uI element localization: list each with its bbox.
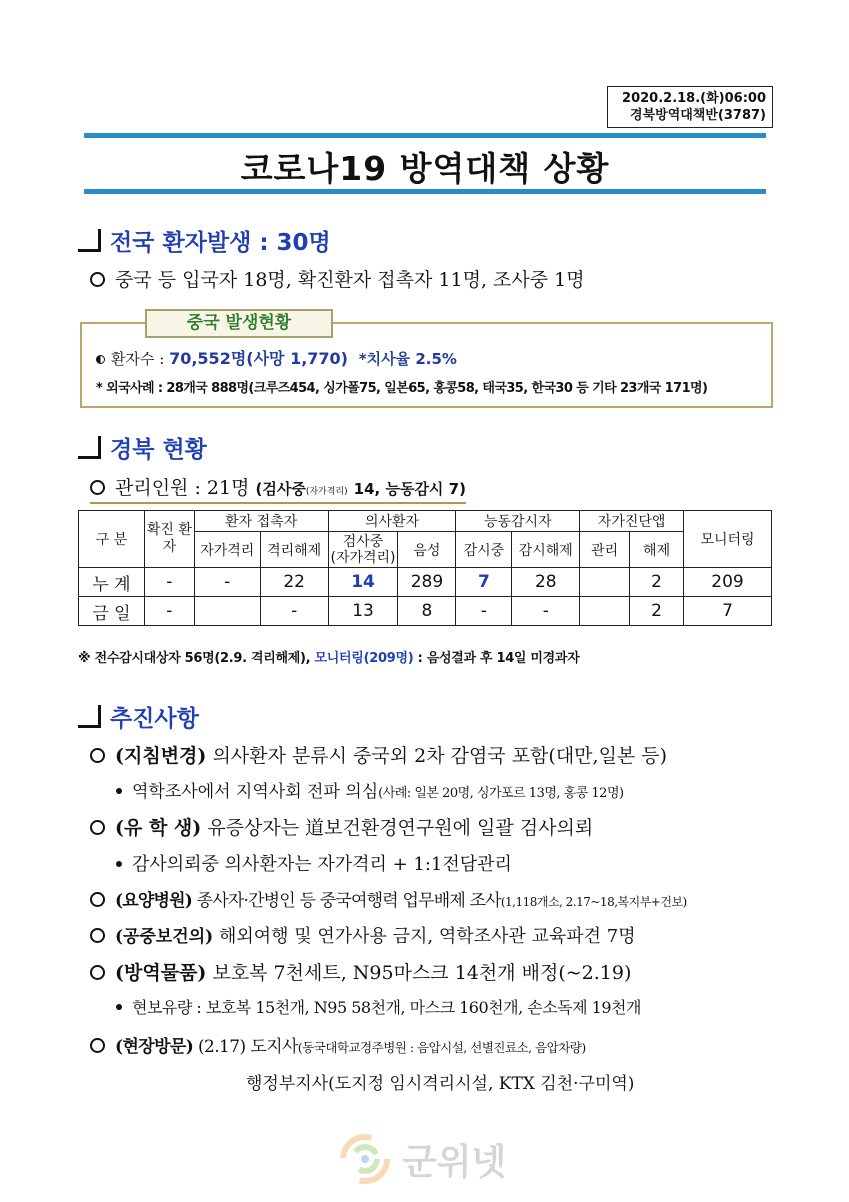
- report-org: 경북방역대책반(3787): [630, 108, 766, 123]
- header-suspect: 의사환자: [328, 511, 456, 532]
- section-marker-icon: [78, 705, 101, 728]
- date-box: [607, 86, 773, 128]
- header-monitoring: 모니터링: [684, 511, 772, 568]
- action-item-students: (유 학 생) 유증상자는 道보건환경연구원에 일괄 검사의뢰: [90, 813, 593, 840]
- action-subitem-epidemiology: 역학조사에서 지역사회 전파 의심(사례: 일본 20명, 싱가포르 13명, 홍콩 12명): [116, 777, 624, 802]
- header-active: 능동감시자: [456, 511, 580, 532]
- half-circle-bullet-icon: [96, 355, 105, 364]
- china-foreign-line: * 외국사례 : 28개국 888명(크루즈454, 싱가폴75, 일본65, 홍콩58, 태국35, 한국30 등 기타 23개국 171명): [96, 381, 708, 396]
- china-status-label: 중국 발생현황: [145, 309, 333, 338]
- header-contact-self: 자가격리: [194, 532, 260, 568]
- table-footnote: ※ 전수감시대상자 56명(2.9. 격리해제), 모니터링(209명) : 음성결과 후 14일 미경과자: [78, 651, 580, 666]
- header-app-release: 해제: [630, 532, 684, 568]
- action-subitem-stock: 현보유량 : 보호복 15천개, N95 58천개, 마스크 160천개, 손소독제 19천개: [116, 995, 641, 1018]
- top-rule: [84, 133, 766, 138]
- circle-bullet-icon: [90, 272, 105, 287]
- managed-line: 관리인원 : 21명 (검사중(자가격리) 14, 능동감시 7): [90, 473, 466, 504]
- national-line: 중국 등 입국자 18명, 확진환자 접촉자 11명, 조사중 1명: [90, 265, 585, 292]
- table-row: 금 일 - - 13 8 - - 2 7: [79, 597, 772, 626]
- status-table: [78, 510, 772, 626]
- watermark: [336, 1130, 506, 1188]
- header-contact-release: 격리해제: [260, 532, 328, 568]
- header-contact: 환자 접촉자: [194, 511, 328, 532]
- header-app: 자가진단앱: [580, 511, 684, 532]
- section-national-heading: 전국 환자발생 : 30명: [78, 224, 331, 257]
- china-patients-line: 환자수 : 70,552명(사망 1,770) *치사율 2.5%: [96, 346, 457, 369]
- circle-bullet-icon: [90, 1038, 105, 1053]
- action-item-visit-continued: 행정부지사(도지정 임시격리시설, KTX 김천·구미역): [246, 1074, 635, 1094]
- dot-bullet-icon: [116, 788, 122, 794]
- watermark-logo-icon: [336, 1130, 394, 1188]
- report-date: 2020.2.18.(화)06:00: [622, 91, 766, 106]
- table-row: 누 계 - - 22 14 289 7 28 2 209: [79, 568, 772, 597]
- circle-bullet-icon: [90, 748, 105, 763]
- header-active-monitoring: 감시중: [456, 532, 512, 568]
- header-confirmed: 확진 환자: [144, 511, 194, 568]
- action-item-supplies: (방역물품) 보호복 7천세트, N95마스크 14천개 배정(~2.19): [90, 958, 631, 985]
- bottom-rule: [84, 189, 766, 194]
- header-app-manage: 관리: [580, 532, 630, 568]
- section-gyeongbuk-heading: 경북 현황: [78, 431, 207, 464]
- circle-bullet-icon: [90, 820, 105, 835]
- header-suspect-negative: 음성: [398, 532, 456, 568]
- circle-bullet-icon: [90, 892, 105, 907]
- header-suspect-testing: 검사중 (자가격리): [328, 532, 398, 568]
- section-actions-heading: 추진사항: [78, 700, 199, 733]
- action-item-visit: (현장방문) (2.17) 도지사(동국대학교경주병원 : 음압시설, 선별진료소, 음압차량): [90, 1032, 586, 1057]
- page-title: 코로나19 방역대책 상황: [240, 149, 610, 188]
- action-item-guideline: (지침변경) 의사환자 분류시 중국외 2차 감염국 포함(대만,일본 등): [90, 741, 667, 768]
- header-active-release: 감시해제: [512, 532, 580, 568]
- dot-bullet-icon: [116, 1004, 122, 1010]
- circle-bullet-icon: [90, 965, 105, 980]
- action-item-public-health: (공중보건의) 해외여행 및 연가사용 금지, 역학조사관 교육파견 7명: [90, 922, 636, 948]
- action-item-nursing: (요양병원) 종사자·간병인 등 중국여행력 업무배제 조사(1,118개소, 2.17~18,복지부+건보): [90, 886, 687, 911]
- action-subitem-suspect: 감사의뢰중 의사환자는 자가격리 + 1:1전담관리: [116, 850, 512, 876]
- section-marker-icon: [78, 229, 101, 252]
- dot-bullet-icon: [116, 861, 122, 867]
- circle-bullet-icon: [90, 928, 105, 943]
- circle-bullet-icon: [90, 480, 105, 495]
- section-marker-icon: [78, 436, 101, 459]
- header-category: 구 분: [79, 511, 145, 568]
- watermark-text: 군위넷: [402, 1141, 507, 1183]
